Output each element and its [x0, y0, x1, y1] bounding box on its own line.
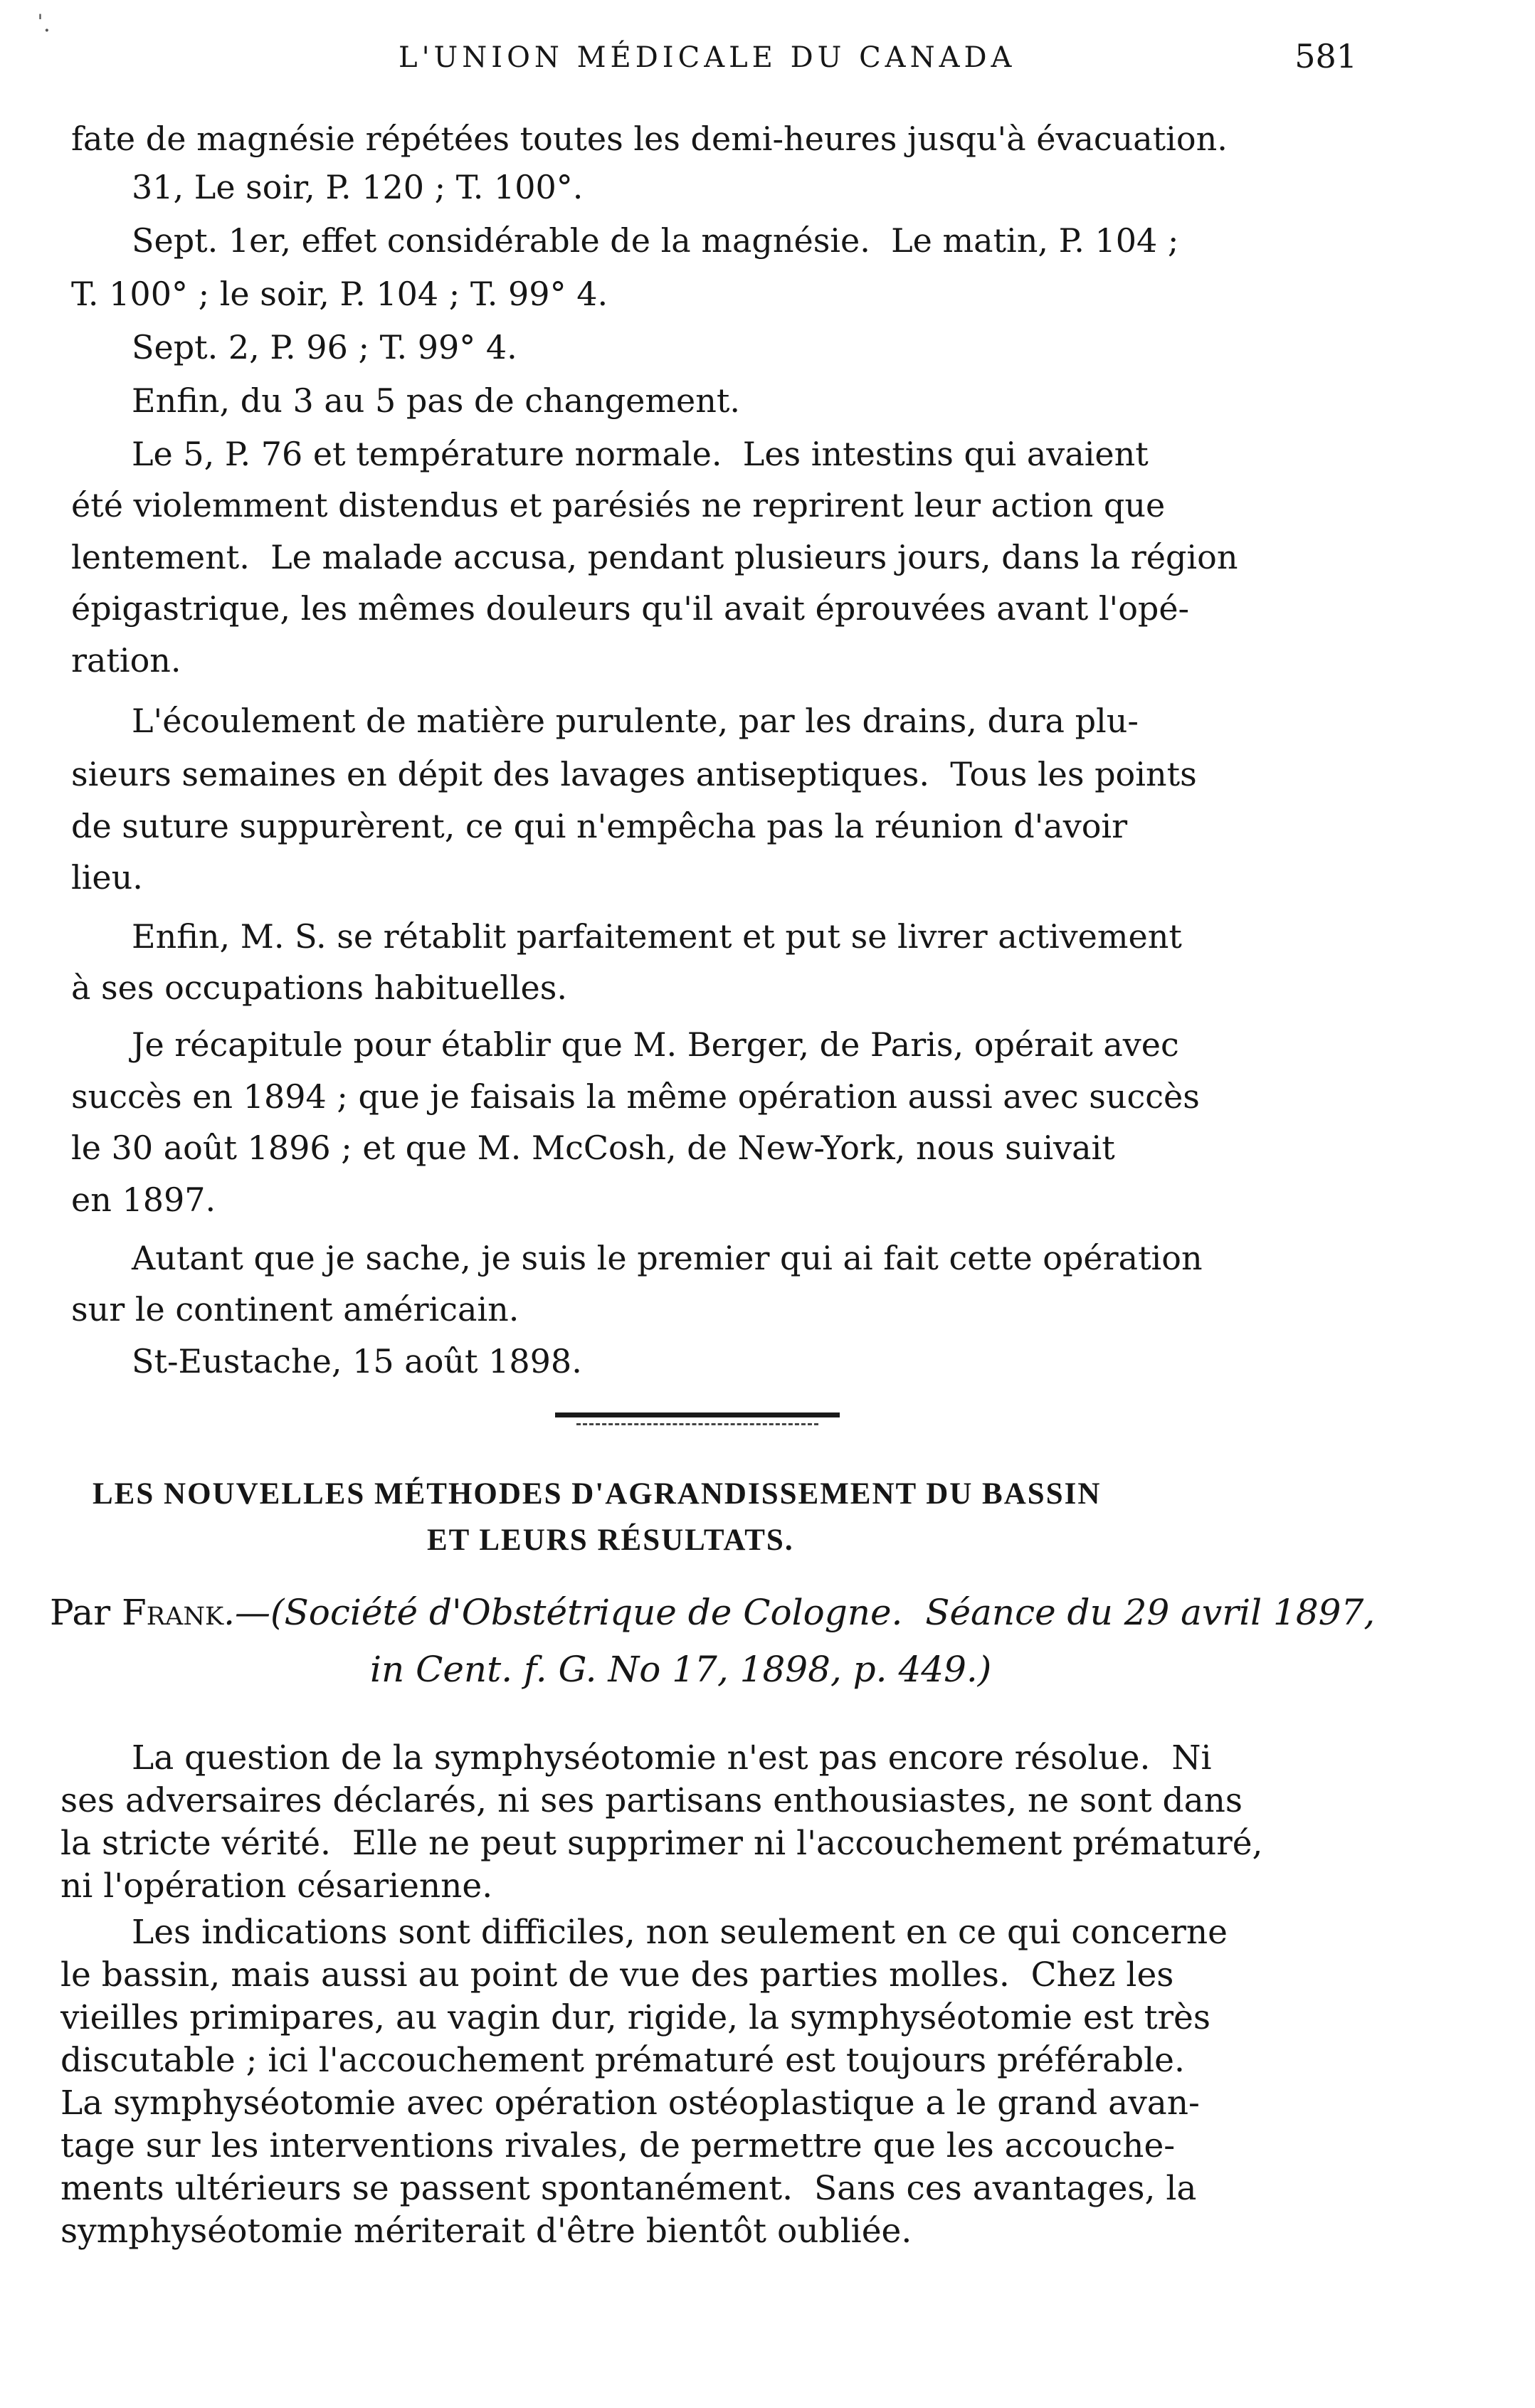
text-line: T. 100° ; le soir, P. 104 ; T. 99° 4. — [71, 275, 608, 313]
text-line: Je récapitule pour établir que M. Berger, de Paris, opérait avec — [132, 1025, 1179, 1064]
text-line: Enfin, du 3 au 5 pas de changement. — [132, 381, 740, 420]
text-line: sieurs semaines en dépit des lavages antiseptiques. Tous les points — [71, 755, 1197, 793]
text-line: 31, Le soir, P. 120 ; T. 100°. — [132, 168, 584, 206]
page-number: 581 — [1294, 37, 1357, 75]
text-line: sur le continent américain. — [71, 1290, 519, 1329]
section-divider — [555, 1412, 840, 1417]
text-line: Le 5, P. 76 et température normale. Les intestins qui avaient — [132, 435, 1149, 473]
text-line: La question de la symphyséotomie n'est pas encore résolue. Ni — [132, 1738, 1212, 1778]
text-line: le bassin, mais aussi au point de vue des parties molles. Chez les — [60, 1955, 1174, 1995]
text-line: à ses occupations habituelles. — [71, 968, 567, 1007]
text-line: symphyséotomie mériterait d'être bientôt oubliée. — [60, 2212, 912, 2251]
article-heading-line-2: ET LEURS RÉSULTATS. — [427, 1524, 794, 1557]
text-line: en 1897. — [71, 1181, 216, 1219]
text-line: Sept. 2, P. 96 ; T. 99° 4. — [132, 328, 517, 366]
text-line: Les indications sont difficiles, non seulement en ce qui concerne — [132, 1913, 1228, 1952]
text-line: L'écoulement de matière purulente, par les drains, dura plu- — [132, 702, 1139, 740]
text-line: lentement. Le malade accusa, pendant plusieurs jours, dans la région — [71, 538, 1238, 576]
byline-author: Frank — [122, 1592, 224, 1633]
byline — [50, 1587, 1375, 1638]
text-line: ments ultérieurs se passent spontanément. Sans ces avantages, la — [60, 2169, 1197, 2208]
article-heading-line-1: LES NOUVELLES MÉTHODES D'AGRANDISSEMENT DU BASSIN — [93, 1477, 1102, 1511]
byline-prefix: Par — [50, 1592, 122, 1633]
text-line: ni l'opération césarienne. — [60, 1866, 493, 1906]
text-line: St-Eustache, 15 août 1898. — [132, 1342, 582, 1380]
text-line: été violemment distendus et parésiés ne reprirent leur action que — [71, 486, 1166, 524]
text-line: ration. — [71, 641, 181, 680]
section-divider-dashes — [576, 1423, 818, 1427]
text-line: Enfin, M. S. se rétablit parfaitement et put se livrer activement — [132, 917, 1182, 956]
text-line: La symphyséotomie avec opération ostéoplastique a le grand avan- — [60, 2084, 1200, 2123]
text-line: la stricte vérité. Elle ne peut supprimer ni l'accouchement prématuré, — [60, 1824, 1263, 1863]
text-line: lieu. — [71, 858, 143, 897]
text-line: Autant que je sache, je suis le premier qui ai fait cette opération — [132, 1239, 1203, 1277]
text-line: de suture suppurèrent, ce qui n'empêcha pas la réunion d'avoir — [71, 807, 1128, 845]
byline-source: .—(Société d'Obstétrique de Cologne. Séance du 29 avril 1897, — [223, 1592, 1376, 1633]
margin-speck: ˈ. — [37, 10, 51, 37]
text-line: Sept. 1er, effet considérable de la magnésie. Le matin, P. 104 ; — [132, 221, 1179, 260]
text-line: succès en 1894 ; que je faisais la même opération aussi avec succès — [71, 1077, 1200, 1116]
text-line: tage sur les interventions rivales, de permettre que les accouche- — [60, 2126, 1176, 2165]
text-line: ses adversaires déclarés, ni ses partisans enthousiastes, ne sont dans — [60, 1781, 1243, 1820]
text-line: le 30 août 1896 ; et que M. McCosh, de New-York, nous suivait — [71, 1129, 1115, 1167]
running-head — [0, 37, 1535, 87]
text-line: épigastrique, les mêmes douleurs qu'il avait éprouvées avant l'opé- — [71, 589, 1190, 628]
text-line: discutable ; ici l'accouchement prématuré est toujours préférable. — [60, 2041, 1185, 2080]
journal-title: L'UNION MÉDICALE DU CANADA — [399, 41, 1016, 74]
text-line: fate de magnésie répétées toutes les demi-heures jusqu'à évacuation. — [71, 120, 1228, 158]
text-line: vieilles primipares, au vagin dur, rigide, la symphyséotomie est très — [60, 1998, 1210, 2037]
byline-citation: in Cent. f. G. No 17, 1898, p. 449.) — [370, 1649, 992, 1690]
